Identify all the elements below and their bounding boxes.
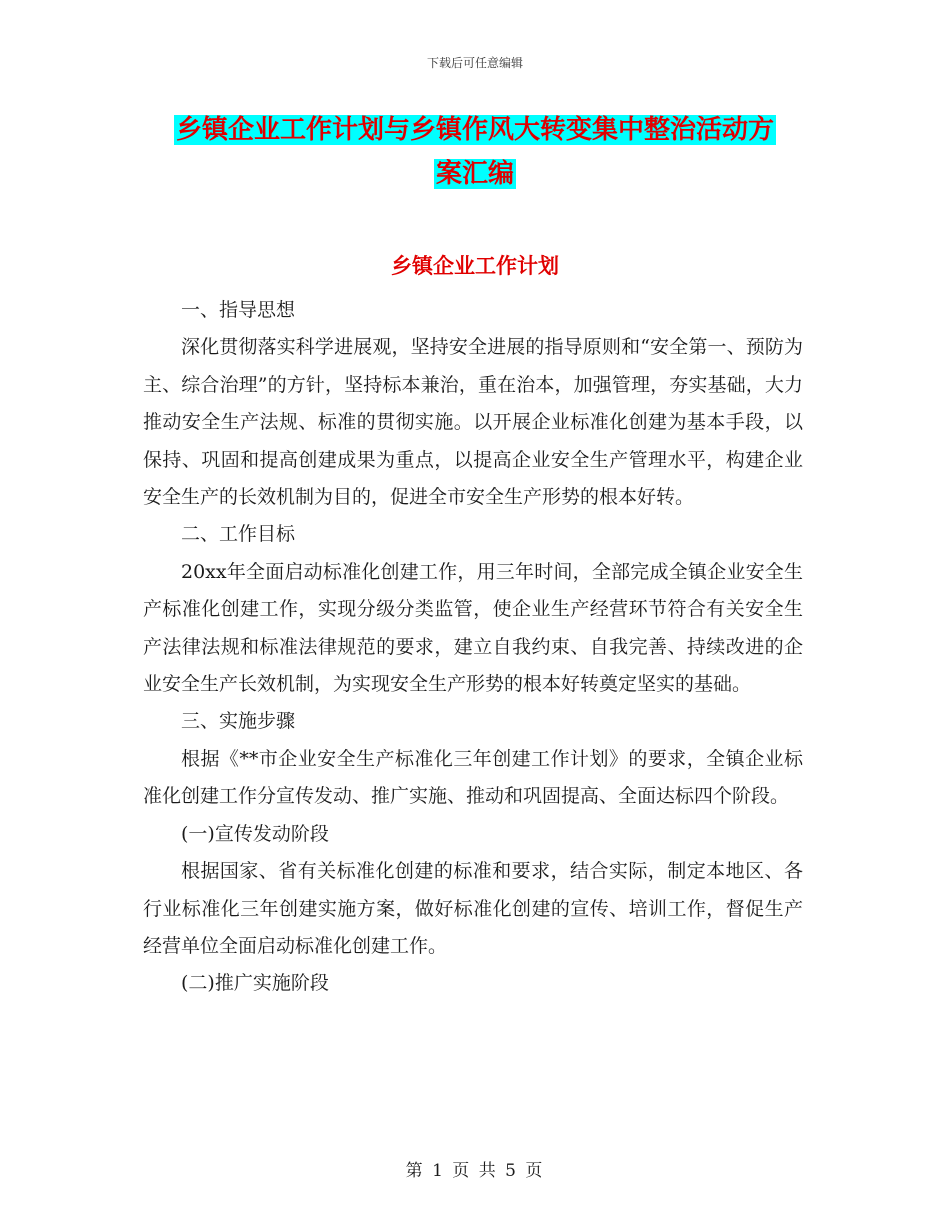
paragraph-work-goals: 20xx年全面启动标准化创建工作，用三年时间，全部完成全镇企业安全生产标准化创建工作，实现分级分类监管，使企业生产经营环节符合有关安全生产法律法规和标准法律规范的要求，建立自我约束、自我完善、持续改进的企业安全生产长效机制，为实现安全生产形势的根本好转奠定坚实的基础。 — [143, 560, 803, 696]
page-footer: 第 1 页 共 5 页 — [405, 1161, 545, 1181]
title-highlight-1: 乡镇企业工作计划与乡镇作风大转变集中整治活动方 — [175, 115, 774, 145]
paragraph-publicity-stage: 根据国家、省有关标准化创建的标准和要求，结合实际，制定本地区、各行业标准化三年创建实施方案，做好标准化创建的宣传、培训工作，督促生产经营单位全面启动标准化创建工作。 — [143, 860, 803, 957]
title-highlight-2: 案汇编 — [435, 159, 514, 189]
document-title-line-1 — [0, 114, 950, 146]
heading-implementation-steps: 三、实施步骤 — [181, 710, 296, 733]
header-note: 下载后可任意编辑 — [426, 56, 523, 70]
document-body — [143, 292, 803, 1003]
heading-guiding-ideology: 一、指导思想 — [181, 299, 296, 321]
section-title: 乡镇企业工作计划 — [391, 254, 559, 278]
paragraph-implementation-steps: 根据《**市企业安全生产标准化三年创建工作计划》的要求，全镇企业标准化创建工作分宣传发动、推广实施、推动和巩固提高、全面达标四个阶段。 — [143, 747, 803, 808]
heading-promotion-stage: (二)推广实施阶段 — [181, 972, 329, 995]
heading-work-goals: 二、工作目标 — [181, 523, 296, 546]
heading-publicity-stage: (一)宣传发动阶段 — [181, 822, 329, 845]
document-title-line-2 — [0, 158, 950, 190]
paragraph-guiding-ideology: 深化贯彻落实科学进展观，坚持安全进展的指导原则和“安全第一、预防为主、综合治理”的方针，坚持标本兼治，重在治本，加强管理，夯实基础，大力推动安全生产法规、标准的贯彻实施。以开展企业标准化创建为基本手段，以保持、巩固和提高创建成果为重点，以提高企业安全生产管理水平，构建企业安全生产的长效机制为目的，促进全市安全生产形势的根本好转。 — [143, 336, 803, 509]
